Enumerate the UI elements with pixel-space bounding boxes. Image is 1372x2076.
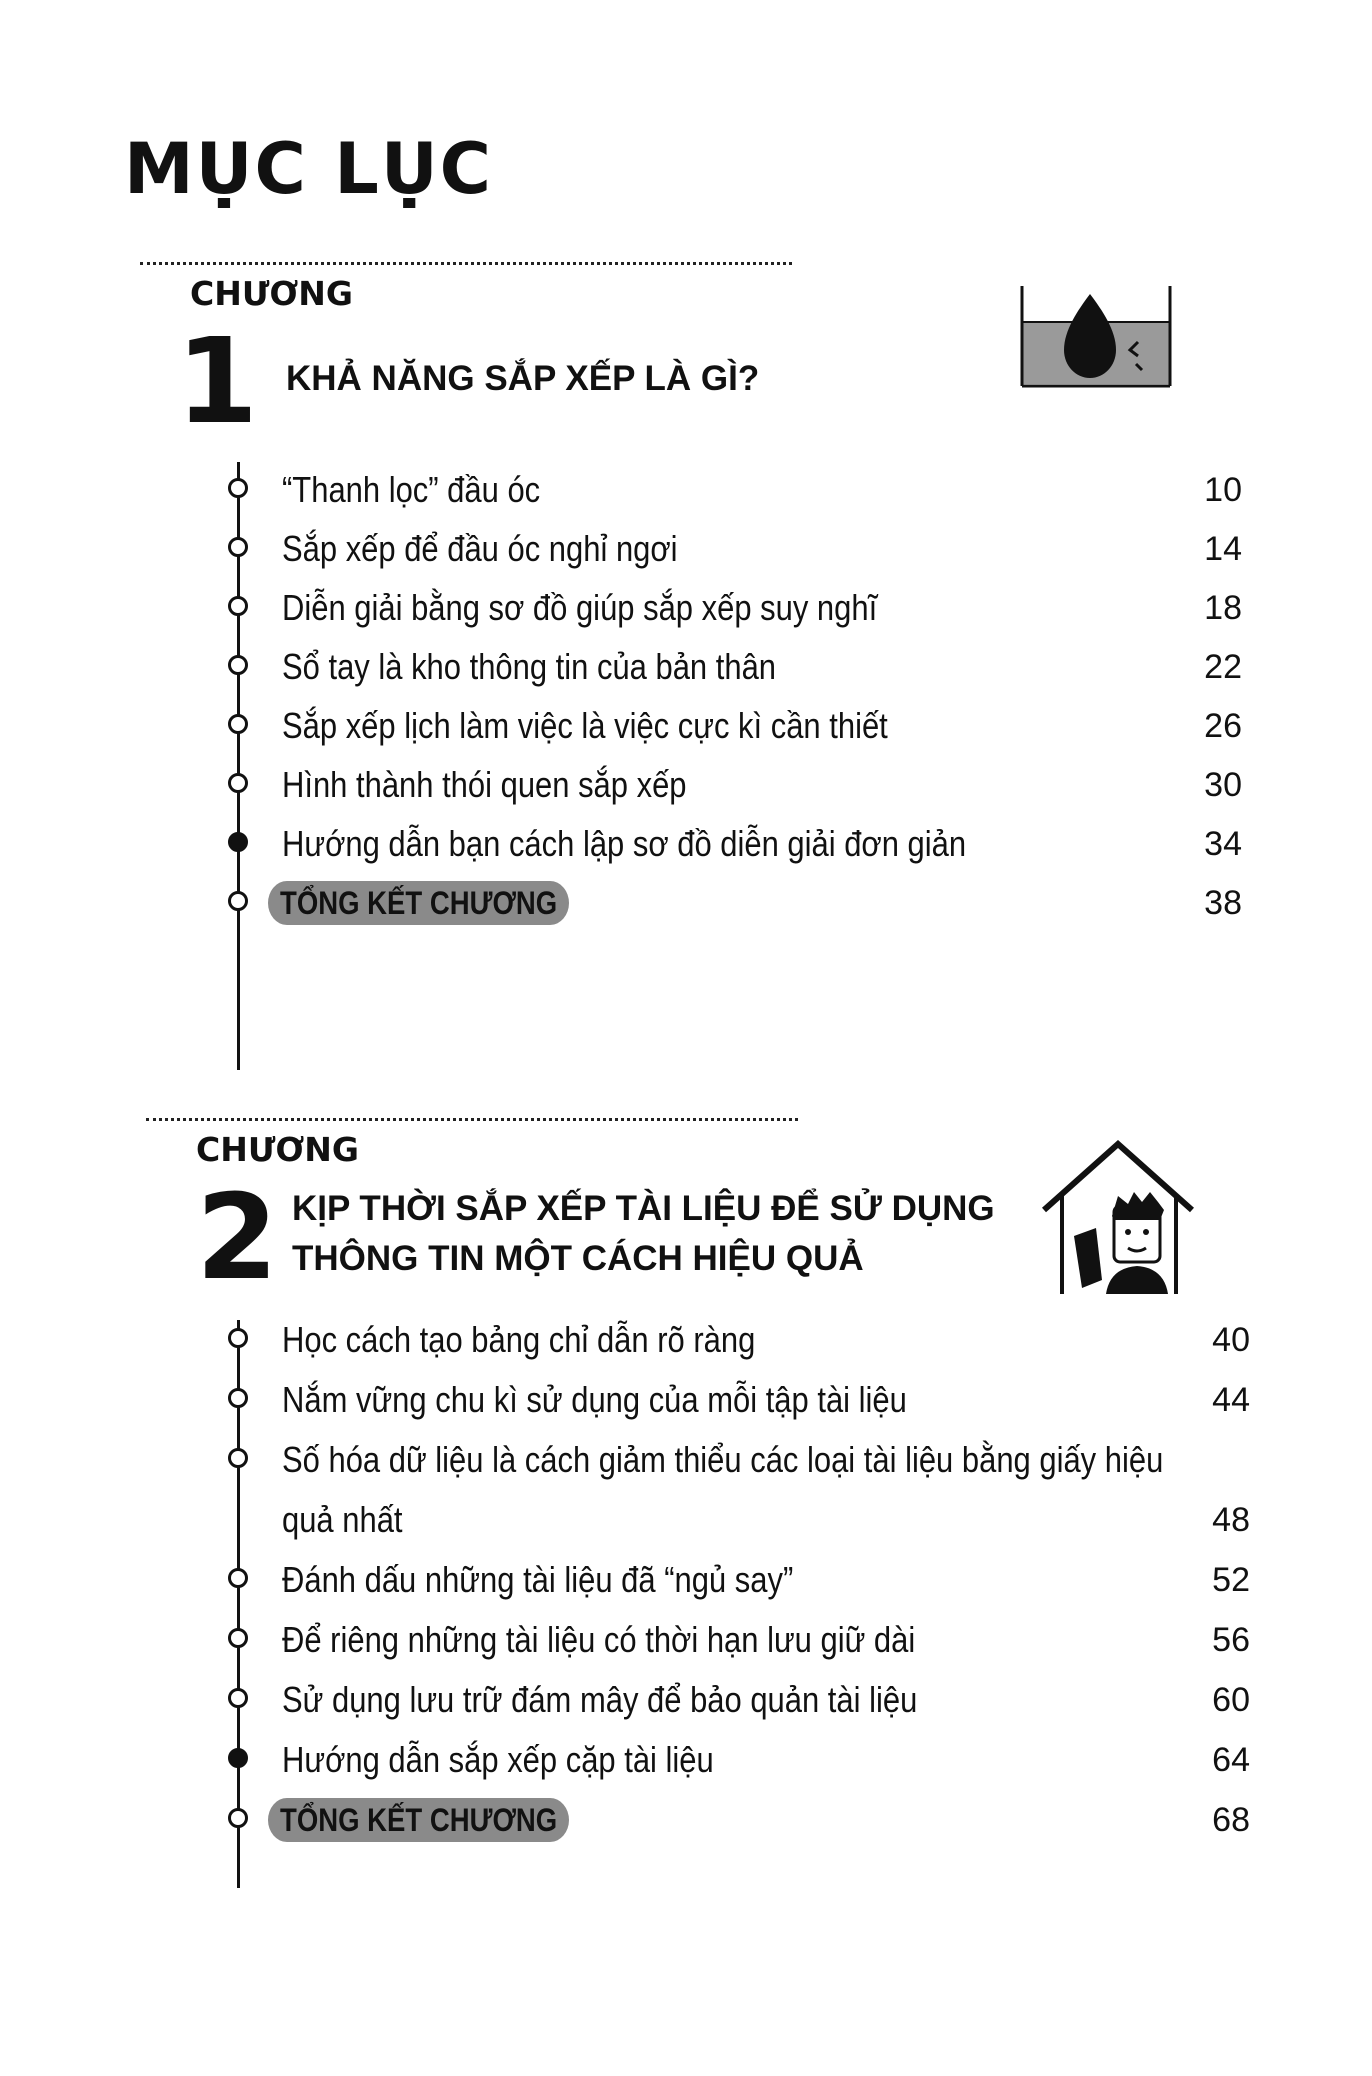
chapter-summary-badge: TỔNG KẾT CHƯƠNG bbox=[268, 881, 569, 925]
toc-entry[interactable] bbox=[0, 814, 1372, 874]
page-number: 34 bbox=[1204, 825, 1242, 863]
bullet-filled-icon bbox=[228, 1748, 248, 1768]
page-number: 48 bbox=[1212, 1501, 1250, 1539]
page-number: 18 bbox=[1204, 589, 1242, 627]
entry-title: Để riêng những tài liệu có thời hạn lưu giữ dài bbox=[282, 1619, 916, 1660]
toc-entry[interactable] bbox=[0, 1310, 1372, 1370]
entry-title: Học cách tạo bảng chỉ dẫn rõ ràng bbox=[282, 1319, 756, 1360]
water-drop-in-container-icon bbox=[1018, 284, 1174, 392]
page-title: MỤC LỤC bbox=[124, 128, 494, 210]
chapter-summary-badge: TỔNG KẾT CHƯƠNG bbox=[268, 1798, 569, 1842]
chapter-title bbox=[286, 354, 759, 404]
toc-entry[interactable] bbox=[0, 460, 1372, 520]
chapter-title-line: KHẢ NĂNG SẮP XẾP LÀ GÌ? bbox=[286, 359, 760, 398]
bullet-icon bbox=[228, 714, 248, 734]
chapter-number: 1 bbox=[176, 312, 259, 450]
toc-entry-summary[interactable] bbox=[0, 1790, 1372, 1850]
page-number: 26 bbox=[1204, 707, 1242, 745]
chapter-divider bbox=[140, 262, 792, 265]
entry-title: Sắp xếp để đầu óc nghỉ ngơi bbox=[282, 528, 678, 569]
chapter-title-line: KỊP THỜI SẮP XẾP TÀI LIỆU ĐỂ SỬ DỤNG bbox=[292, 1189, 995, 1228]
toc-entry[interactable] bbox=[0, 519, 1372, 579]
entry-title: Hình thành thói quen sắp xếp bbox=[282, 764, 687, 805]
entry-title: Số hóa dữ liệu là cách giảm thiểu các loại tài liệu bằng giấy hiệu bbox=[282, 1439, 1164, 1480]
chapter-title-line: THÔNG TIN MỘT CÁCH HIỆU QUẢ bbox=[292, 1239, 864, 1278]
bullet-icon bbox=[228, 1628, 248, 1648]
entry-title: Diễn giải bằng sơ đồ giúp sắp xếp suy nghĩ bbox=[282, 587, 878, 628]
page-number: 14 bbox=[1204, 530, 1242, 568]
bullet-icon bbox=[228, 1568, 248, 1588]
entry-title: Hướng dẫn bạn cách lập sơ đồ diễn giải đơn giản bbox=[282, 823, 967, 864]
page-number: 30 bbox=[1204, 766, 1242, 804]
toc-entry[interactable] bbox=[0, 696, 1372, 756]
page-number: 64 bbox=[1212, 1741, 1250, 1779]
chapter-title bbox=[292, 1184, 995, 1284]
page-number: 60 bbox=[1212, 1681, 1250, 1719]
entry-title: Sử dụng lưu trữ đám mây để bảo quản tài liệu bbox=[282, 1679, 918, 1720]
entry-title: Đánh dấu những tài liệu đã “ngủ say” bbox=[282, 1559, 794, 1600]
bullet-icon bbox=[228, 1688, 248, 1708]
bullet-icon bbox=[228, 596, 248, 616]
bullet-icon bbox=[228, 655, 248, 675]
entry-title-continuation: quả nhất bbox=[282, 1499, 403, 1540]
page-number: 38 bbox=[1204, 884, 1242, 922]
toc-entry[interactable] bbox=[0, 1550, 1372, 1610]
person-in-house-icon bbox=[1040, 1140, 1196, 1296]
bullet-icon bbox=[228, 1388, 248, 1408]
page-number: 52 bbox=[1212, 1561, 1250, 1599]
chapter-label: CHƯƠNG bbox=[196, 1130, 359, 1169]
chapter-divider bbox=[146, 1118, 798, 1121]
entry-title: Nắm vững chu kì sử dụng của mỗi tập tài liệu bbox=[282, 1379, 907, 1420]
bullet-icon bbox=[228, 1448, 248, 1468]
bullet-icon bbox=[228, 1328, 248, 1348]
bullet-icon bbox=[228, 1808, 248, 1828]
entry-title: Sắp xếp lịch làm việc là việc cực kì cần thiết bbox=[282, 705, 888, 746]
toc-entry[interactable] bbox=[0, 1430, 1372, 1550]
toc-entry[interactable] bbox=[0, 578, 1372, 638]
bullet-icon bbox=[228, 537, 248, 557]
chapter-number: 2 bbox=[196, 1168, 279, 1306]
bullet-icon bbox=[228, 891, 248, 911]
entry-title: Hướng dẫn sắp xếp cặp tài liệu bbox=[282, 1739, 714, 1780]
page-number: 44 bbox=[1212, 1381, 1250, 1419]
bullet-icon bbox=[228, 773, 248, 793]
page-number: 10 bbox=[1204, 471, 1242, 509]
toc-entry[interactable] bbox=[0, 1610, 1372, 1670]
entry-title: Sổ tay là kho thông tin của bản thân bbox=[282, 646, 777, 687]
toc-entry[interactable] bbox=[0, 1370, 1372, 1430]
toc-entry[interactable] bbox=[0, 637, 1372, 697]
toc-entry-summary[interactable] bbox=[0, 873, 1372, 933]
bullet-filled-icon bbox=[228, 832, 248, 852]
toc-entry[interactable] bbox=[0, 1670, 1372, 1730]
page-number: 40 bbox=[1212, 1321, 1250, 1359]
page-number: 68 bbox=[1212, 1801, 1250, 1839]
chapter-label: CHƯƠNG bbox=[190, 274, 353, 313]
bullet-icon bbox=[228, 478, 248, 498]
page-number: 56 bbox=[1212, 1621, 1250, 1659]
entry-title: “Thanh lọc” đầu óc bbox=[282, 469, 541, 510]
page-number: 22 bbox=[1204, 648, 1242, 686]
toc-entry[interactable] bbox=[0, 1730, 1372, 1790]
toc-entry[interactable] bbox=[0, 755, 1372, 815]
